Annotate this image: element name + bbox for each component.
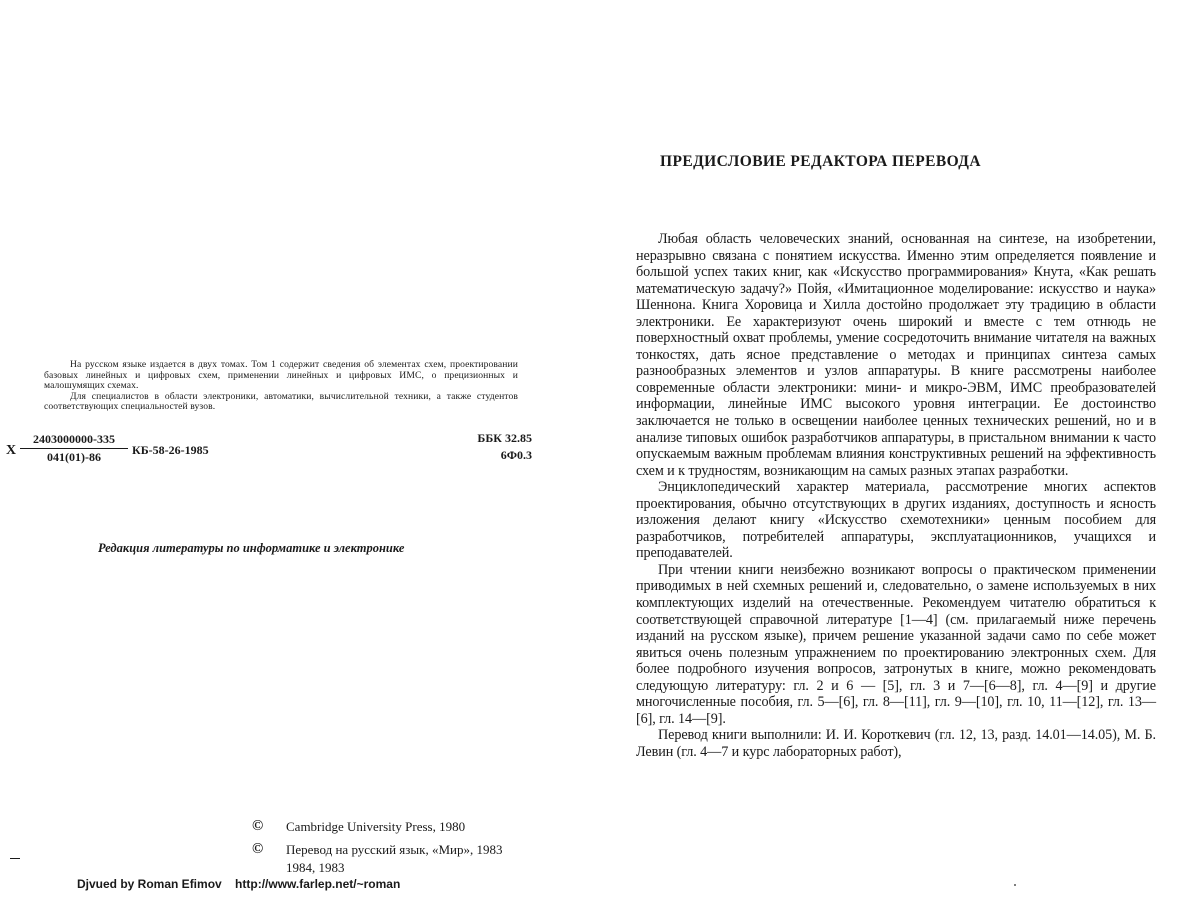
- credit-text: Djvued by Roman Efimov: [77, 877, 222, 891]
- copyright-icon: ©: [252, 841, 264, 857]
- bbk-index: [440, 430, 532, 464]
- right-page: [600, 0, 1200, 911]
- copyright-icon: ©: [252, 818, 264, 834]
- body-paragraph: Перевод книги выполнили: И. И. Короткевич (гл. 12, 13, разд. 14.01—14.05), М. Б. Левин (гл. 4—7 и курс лабораторных работ),: [636, 727, 1156, 760]
- body-paragraph: При чтении книги неизбежно возникают вопросы о практическом применении приводимых в ней схемных решений и, следовательно, о замене используемых в них комплектующих изделий на отечественные. Рекомендуем читателю обратиться к соответствующей справочной литературе [1—4] (см. прилагаемый ниже перечень изданий на русском языке), причем решение указанной задачи само по себе может явиться очень полезным упражнением по проектированию электронных схем. Для более подробного изучения вопросов, затронутых в книге, можно рекомендовать следующую литературу: гл. 2 и 6 — [5], гл. 3 и 7—[6—8], гл. 4—[9] и другие многочисленные пособия, гл. 5—[6], гл. 8—[11], гл. 9—[10], гл. 10, 11—[12], гл. 13—[6], гл. 14—[9].: [636, 561, 1156, 727]
- fraction-line: [20, 448, 128, 449]
- code-denominator: 041(01)-86: [47, 450, 101, 464]
- credit-url: http://www.farlep.net/~roman: [235, 877, 401, 891]
- copyright-row: [252, 818, 572, 836]
- code-kb: КБ-58-26-1985: [132, 443, 209, 457]
- copyright-block: [252, 818, 572, 877]
- annotation-paragraph: На русском языке издается в двух томах. Том 1 содержит сведения об элементах схем, проектировании базовых линейных и цифровых схем, применении линейных и цифровых ИМС, о прецизионных и малошумящих схемах.: [44, 359, 518, 392]
- code-fraction: [20, 432, 128, 465]
- annotation: [44, 360, 518, 413]
- margin-dash: [10, 858, 20, 859]
- code-prefix: Х: [6, 443, 17, 458]
- code-numerator: 2403000000-335: [33, 432, 115, 446]
- body-paragraph: Энциклопедический характер материала, рассмотрение многих аспектов проектирования, обычно отсутствующих в других изданиях, доступность и ясность изложения делают книгу «Искусство схемотехники» ценным пособием для разработчиков, потребителей аппаратуры, эксплуатационников, учащихся и преподавателей.: [636, 479, 1156, 562]
- page-title: ПРЕДИСЛОВИЕ РЕДАКТОРА ПЕРЕВОДА: [660, 153, 981, 170]
- publication-code: [6, 432, 226, 472]
- copyright-text: Cambridge University Press, 1980: [286, 819, 466, 834]
- annotation-paragraph: Для специалистов в области электроники, автоматики, вычислительной техники, а также студентов соответствующих специальностей вузов.: [44, 390, 518, 413]
- editorial-office: Редакция литературы по информатике и электронике: [98, 541, 405, 555]
- scan-speck: [1014, 884, 1016, 886]
- bbk-line: 6Ф0.3: [500, 448, 532, 462]
- scan-credit: [77, 877, 410, 891]
- copyright-text: Перевод на русский язык, «Мир», 1983: [286, 842, 503, 857]
- copyright-text: 1984, 1983: [286, 860, 345, 875]
- copyright-row: [252, 841, 572, 877]
- body-paragraph: Любая область человеческих знаний, основанная на синтезе, на изобретении, неразрывно связана с понятием искусства. Именно этим определяется появление и большой успех таких книг, как «Искусство программирования» Кнута, «Как решать математическую задачу?» Пойя, «Имитационное моделирование: искусство и наука» Шеннона. Книга Хоровица и Хилла достойно продолжает эту традицию в области электроники. Ее характеризуют очень широкий и вместе с тем отнюдь не поверхностный охват проблемы, умение сосредоточить внимание читателя на важных тонкостях, дать ясное представление о методах и принципах синтеза самых разнообразных элементов и узлов аппаратуры. В книге рассмотрены наиболее современные области электроники: мини- и микро-ЭВМ, ИМС преобразователей информации, линейные ИМС высокого уровня интеграции. Ее достоинство заключается не только в освещении наиболее ценных технических решений, но и в анализе типовых ошибок разработчиков аппаратуры, в пристальном внимании к часто опускаемым важным проблемам влияния конструктивных решений на эффективность схем и к трудностям, возникающим на самых разных этапах разработки.: [636, 231, 1156, 479]
- bbk-line: ББК 32.85: [477, 431, 532, 445]
- preface-body: [636, 231, 1156, 761]
